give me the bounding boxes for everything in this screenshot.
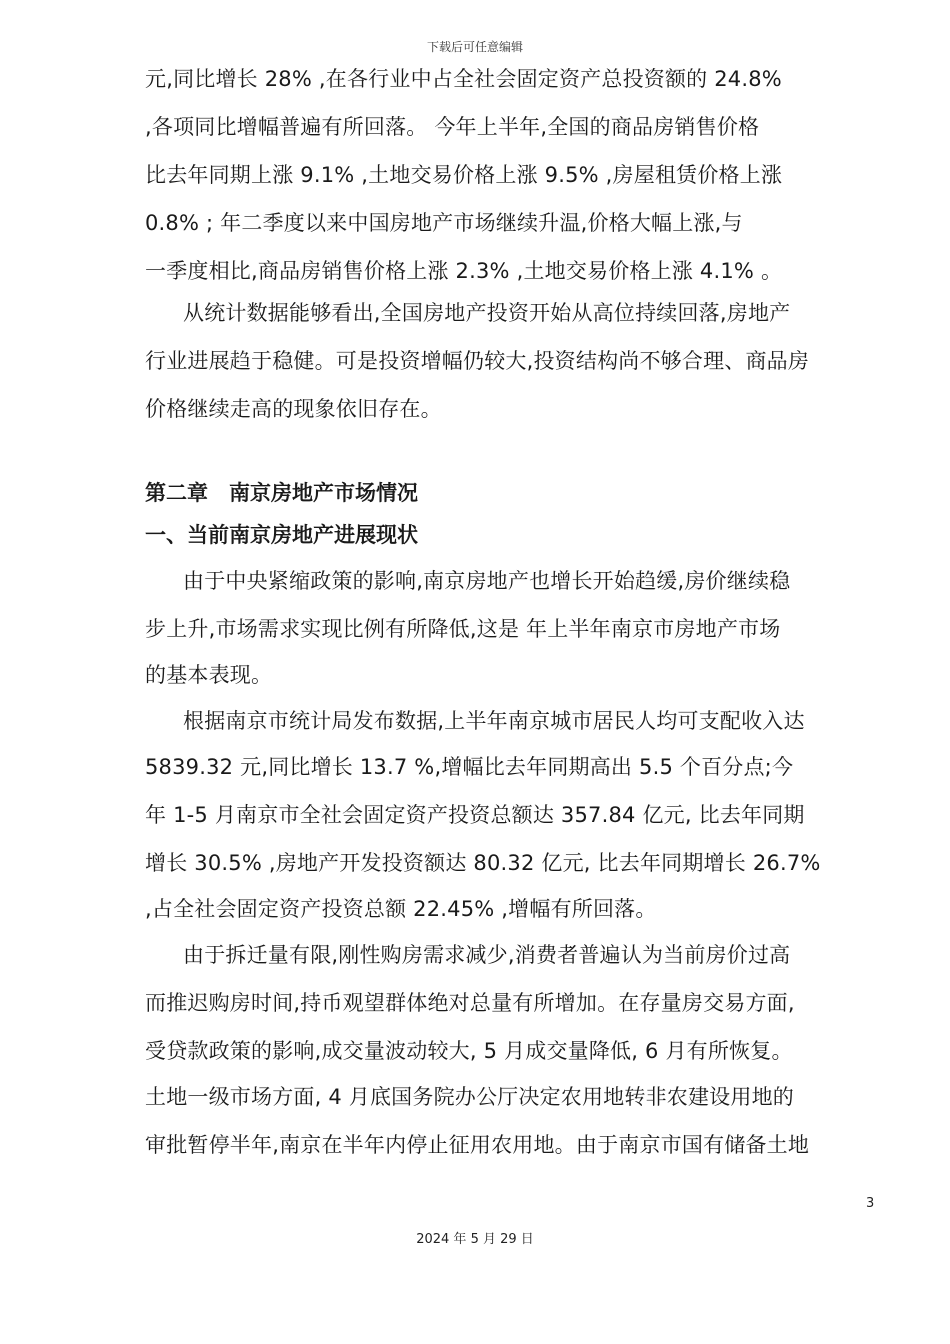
body-line-3: 比去年同期上涨 9.1% ,土地交易价格上涨 9.5% ,房屋租赁价格上涨 bbox=[145, 163, 783, 187]
body-line-2: ,各项同比增幅普遍有所回落。 今年上半年,全国的商品房销售价格 bbox=[145, 115, 760, 139]
body-line-1: 元,同比增长 28% ,在各行业中占全社会固定资产总投资额的 24.8% bbox=[145, 67, 782, 91]
body-line-9: 由于中央紧缩政策的影响,南京房地产也增长开始趋缓,房价继续稳 bbox=[183, 569, 791, 593]
page-number: 3 bbox=[866, 1196, 875, 1211]
body-line-18: 而推迟购房时间,持币观望群体绝对总量有所增加。在存量房交易方面, bbox=[145, 991, 795, 1015]
body-line-11: 的基本表现。 bbox=[145, 663, 273, 687]
footer-date: 2024 年 5 月 29 日 bbox=[416, 1232, 534, 1247]
chapter-heading: 第二章 南京房地产市场情况 bbox=[145, 481, 418, 505]
body-line-20: 土地一级市场方面, 4 月底国务院办公厅决定农用地转非农建设用地的 bbox=[145, 1085, 794, 1109]
body-line-4: 0.8% ; 年二季度以来中国房地产市场继续升温,价格大幅上涨,与 bbox=[145, 211, 743, 235]
body-line-7: 行业进展趋于稳健。可是投资增幅仍较大,投资结构尚不够合理、商品房 bbox=[145, 349, 810, 373]
body-line-17: 由于拆迁量有限,刚性购房需求减少,消费者普遍认为当前房价过高 bbox=[183, 943, 791, 967]
body-line-21: 审批暂停半年,南京在半年内停止征用农用地。由于南京市国有储备土地 bbox=[145, 1133, 810, 1157]
body-line-19: 受贷款政策的影响,成交量波动较大, 5 月成交量降低, 6 月有所恢复。 bbox=[145, 1039, 793, 1063]
body-line-15: 增长 30.5% ,房地产开发投资额达 80.32 亿元, 比去年同期增长 26.7% bbox=[145, 851, 821, 875]
body-line-8: 价格继续走高的现象依旧存在。 bbox=[145, 397, 442, 421]
section-heading: 一、当前南京房地产进展现状 bbox=[145, 523, 418, 547]
body-line-16: ,占全社会固定资产投资总额 22.45% ,增幅有所回落。 bbox=[145, 897, 657, 921]
body-line-10: 步上升,市场需求实现比例有所降低,这是 年上半年南京市房地产市场 bbox=[145, 617, 781, 641]
page-header: 下载后可任意编辑 bbox=[426, 40, 523, 54]
body-line-6: 从统计数据能够看出,全国房地产投资开始从高位持续回落,房地产 bbox=[183, 301, 791, 325]
body-line-13: 5839.32 元,同比增长 13.7 %,增幅比去年同期高出 5.5 个百分点;今 bbox=[145, 755, 794, 779]
body-line-5: 一季度相比,商品房销售价格上涨 2.3% ,土地交易价格上涨 4.1% 。 bbox=[145, 259, 783, 283]
body-line-14: 年 1-5 月南京市全社会固定资产投资总额达 357.84 亿元, 比去年同期 bbox=[145, 803, 805, 827]
body-line-12: 根据南京市统计局发布数据,上半年南京城市居民人均可支配收入达 bbox=[183, 709, 805, 733]
